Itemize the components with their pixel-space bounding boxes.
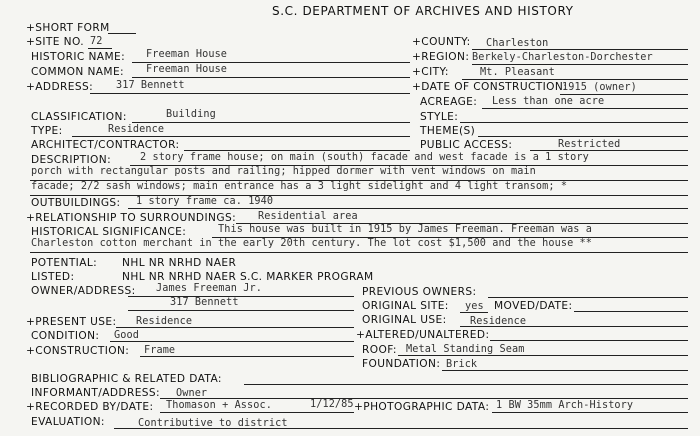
type-value: Residence — [108, 124, 165, 135]
original-site-value: yes — [465, 301, 484, 312]
present-use-label: +PRESENT USE: — [26, 316, 117, 328]
region-value: Berkely-Charleston-Dorchester — [472, 52, 653, 63]
region-line — [472, 64, 688, 65]
roof-line — [398, 355, 688, 356]
photographic-line — [492, 412, 688, 413]
recorded-line — [160, 412, 354, 413]
present-use-line — [116, 327, 354, 328]
description-line-3: facade; 2/2 sash windows; main entrance has a 3 light sidelight and 4 light transom; * — [31, 181, 568, 192]
construction-label: +CONSTRUCTION: — [26, 345, 130, 357]
informant-value: Owner — [176, 388, 208, 399]
relationship-label: +RELATIONSHIP TO SURROUNDINGS: — [26, 212, 237, 224]
address-label: +ADDRESS: — [26, 81, 94, 93]
present-use-value: Residence — [136, 316, 193, 327]
county-line — [472, 49, 688, 50]
outbuildings-value: 1 story frame ca. 1940 — [136, 196, 274, 207]
type-label: TYPE: — [31, 125, 63, 137]
original-site-label: ORIGINAL SITE: — [362, 300, 449, 312]
common-name-value: Freeman House — [146, 64, 228, 75]
recorded-date-value: 1/12/85 — [310, 399, 354, 410]
county-value: Charleston — [486, 38, 549, 49]
date-value: 1915 (owner) — [562, 82, 637, 93]
previous-owners-label: PREVIOUS OWNERS: — [362, 286, 477, 298]
public-access-value: Restricted — [558, 139, 621, 150]
address-value: 317 Bennett — [116, 80, 185, 91]
site-no-value: 72 — [90, 36, 103, 47]
historic-name-label: HISTORIC NAME: — [31, 51, 126, 63]
photographic-value: 1 BW 35mm Arch-History — [496, 400, 634, 411]
outbuildings-label: OUTBUILDINGS: — [31, 197, 121, 209]
construction-line — [140, 356, 354, 357]
informant-label: INFORMANT/ADDRESS: — [31, 387, 161, 399]
condition-label: CONDITION: — [31, 330, 100, 342]
original-use-value: Residence — [470, 316, 527, 327]
moved-line — [574, 311, 688, 312]
construction-value: Frame — [144, 345, 176, 356]
significance-rule-2 — [30, 252, 688, 253]
original-site-line — [460, 312, 488, 313]
photographic-label: +PHOTOGRAPHIC DATA: — [354, 401, 490, 413]
condition-line — [110, 341, 354, 342]
classification-label: CLASSIFICATION: — [31, 111, 127, 123]
listed-options: NHL NR NRHD NAER S.C. MARKER PROGRAM — [122, 271, 374, 283]
common-name-label: COMMON NAME: — [31, 66, 125, 78]
owner-line-1: James Freeman Jr. — [156, 283, 262, 294]
theme-label: THEME(S) — [420, 125, 476, 137]
city-label: +CITY: — [412, 66, 449, 78]
owner-rule-2 — [128, 310, 354, 311]
region-label: +REGION: — [412, 51, 470, 63]
date-label: +DATE OF CONSTRUCTION: — [412, 81, 568, 93]
historic-name-value: Freeman House — [146, 49, 228, 60]
outbuildings-line — [128, 208, 688, 209]
date-line — [560, 94, 688, 95]
condition-value: Good — [114, 330, 139, 341]
classification-value: Building — [166, 109, 216, 120]
architect-line — [184, 150, 410, 151]
acreage-label: ACREAGE: — [420, 96, 478, 108]
theme-line — [478, 136, 688, 137]
city-value: Mt. Pleasant — [480, 67, 555, 78]
potential-options: NHL NR NRHD NAER — [122, 257, 237, 269]
altered-label: +ALTERED/UNALTERED: — [356, 329, 490, 341]
moved-label: MOVED/DATE: — [494, 300, 573, 312]
previous-owners-line — [488, 297, 688, 298]
owner-rule-1 — [128, 296, 354, 297]
potential-label: POTENTIAL: — [31, 257, 98, 269]
city-line — [462, 79, 688, 80]
site-no-line — [88, 48, 112, 49]
public-access-label: PUBLIC ACCESS: — [420, 139, 513, 151]
foundation-value: Brick — [446, 359, 478, 370]
foundation-line — [442, 370, 688, 371]
site-no-label: +SITE NO. — [26, 36, 85, 48]
altered-line — [490, 340, 688, 341]
public-access-line — [530, 150, 688, 151]
classification-line — [132, 122, 410, 123]
bibliographic-label: BIBLIOGRAPHIC & RELATED DATA: — [31, 373, 222, 385]
roof-label: ROOF: — [362, 344, 397, 356]
owner-line-2: 317 Bennett — [170, 297, 239, 308]
style-line — [460, 122, 688, 123]
evaluation-label: EVALUATION: — [31, 416, 105, 428]
short-form-label: +SHORT FORM — [26, 22, 110, 34]
architect-label: ARCHITECT/CONTRACTOR: — [31, 139, 180, 151]
type-line — [72, 136, 410, 137]
roof-value: Metal Standing Seam — [406, 344, 525, 355]
bibliographic-line — [244, 384, 688, 385]
style-label: STYLE: — [420, 111, 459, 123]
owner-label: OWNER/ADDRESS: — [31, 285, 136, 297]
address-line — [90, 93, 410, 94]
short-form-line — [108, 33, 136, 34]
original-use-line — [460, 326, 688, 327]
acreage-line — [482, 108, 688, 109]
description-label: DESCRIPTION: — [31, 154, 112, 166]
common-name-line — [132, 77, 410, 78]
foundation-label: FOUNDATION: — [362, 358, 441, 370]
significance-line-1: This house was built in 1915 by James Freeman. Freeman was a — [218, 224, 593, 235]
acreage-value: Less than one acre — [492, 96, 605, 107]
description-rule-3 — [30, 195, 688, 196]
form-title: S.C. DEPARTMENT OF ARCHIVES AND HISTORY — [272, 4, 574, 18]
informant-line — [160, 398, 688, 399]
original-use-label: ORIGINAL USE: — [362, 314, 447, 326]
significance-line-2: Charleston cotton merchant in the early 20th century. The lot cost $1,500 and the house ** — [31, 238, 593, 249]
recorded-by-value: Thomason + Assoc. — [166, 400, 272, 411]
description-line-2: porch with rectangular posts and railing; hipped dormer with vent windows on main — [31, 166, 536, 177]
historic-name-line — [132, 62, 410, 63]
description-line-1: 2 story frame house; on main (south) facade and west facade is a 1 story — [140, 152, 589, 163]
evaluation-value: Contributive to district — [138, 418, 288, 429]
listed-label: LISTED: — [31, 271, 75, 283]
county-label: +COUNTY: — [412, 36, 471, 48]
recorded-label: +RECORDED BY/DATE: — [26, 401, 154, 413]
significance-label: HISTORICAL SIGNIFICANCE: — [31, 226, 187, 238]
evaluation-line — [114, 428, 688, 429]
relationship-value: Residential area — [258, 211, 358, 222]
